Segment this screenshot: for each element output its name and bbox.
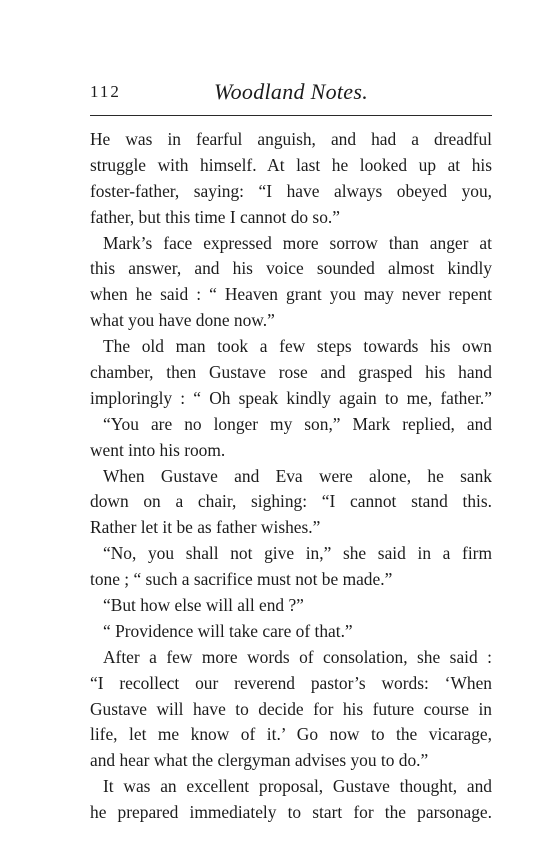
text-line: father, but this time I cannot do so.” <box>90 206 340 227</box>
text-line: down on a chair, sighing: “I cannot stand this. <box>90 491 492 512</box>
text-line: “No, you shall not give in,” she said in a firm <box>103 543 492 564</box>
text-line: “But how else will all end ?” <box>103 595 304 616</box>
text-line: and hear what the clergyman advises you to do.” <box>90 750 429 771</box>
text-line: After a few more words of consolation, she said : <box>103 646 492 667</box>
text-line: imploringly : “ Oh speak kindly again to me, father.” <box>90 387 492 408</box>
text-line: foster-father, saying: “I have always obeyed you, <box>90 180 492 201</box>
text-line: chamber, then Gustave rose and grasped his hand <box>90 362 492 383</box>
text-line: Mark’s face expressed more sorrow than anger at <box>103 232 492 253</box>
text-line: When Gustave and Eva were alone, he sank <box>103 465 492 486</box>
text-line: this answer, and his voice sounded almost kindly <box>90 258 492 279</box>
text-line: when he said : “ Heaven grant you may never repent <box>90 284 492 305</box>
text-line: he prepared immediately to start for the parsonage. <box>90 802 492 823</box>
running-header <box>90 79 492 110</box>
text-line: The old man took a few steps towards his own <box>103 336 492 357</box>
text-line: “You are no longer my son,” Mark replied, and <box>103 413 492 434</box>
running-title: Woodland Notes. <box>213 79 369 104</box>
text-line: tone ; “ such a sacrifice must not be made.” <box>90 569 393 590</box>
text-line: “ Providence will take care of that.” <box>103 620 353 641</box>
text-line: Rather let it be as father wishes.” <box>90 517 321 538</box>
text-line: went into his room. <box>90 439 226 460</box>
text-line: Gustave will have to decide for his future course in <box>90 698 492 719</box>
page-number: 112 <box>90 82 121 101</box>
text-line: what you have done now.” <box>90 310 275 331</box>
header-rule <box>90 115 492 116</box>
body-text <box>90 127 492 826</box>
text-line: “I recollect our reverend pastor’s words: ‘When <box>90 672 492 693</box>
text-line: struggle with himself. At last he looked up at his <box>90 154 492 175</box>
text-line: He was in fearful anguish, and had a dreadful <box>90 129 492 149</box>
text-line: It was an excellent proposal, Gustave thought, and <box>103 776 492 797</box>
text-line: life, let me know of it.’ Go now to the vicarage, <box>90 724 492 745</box>
